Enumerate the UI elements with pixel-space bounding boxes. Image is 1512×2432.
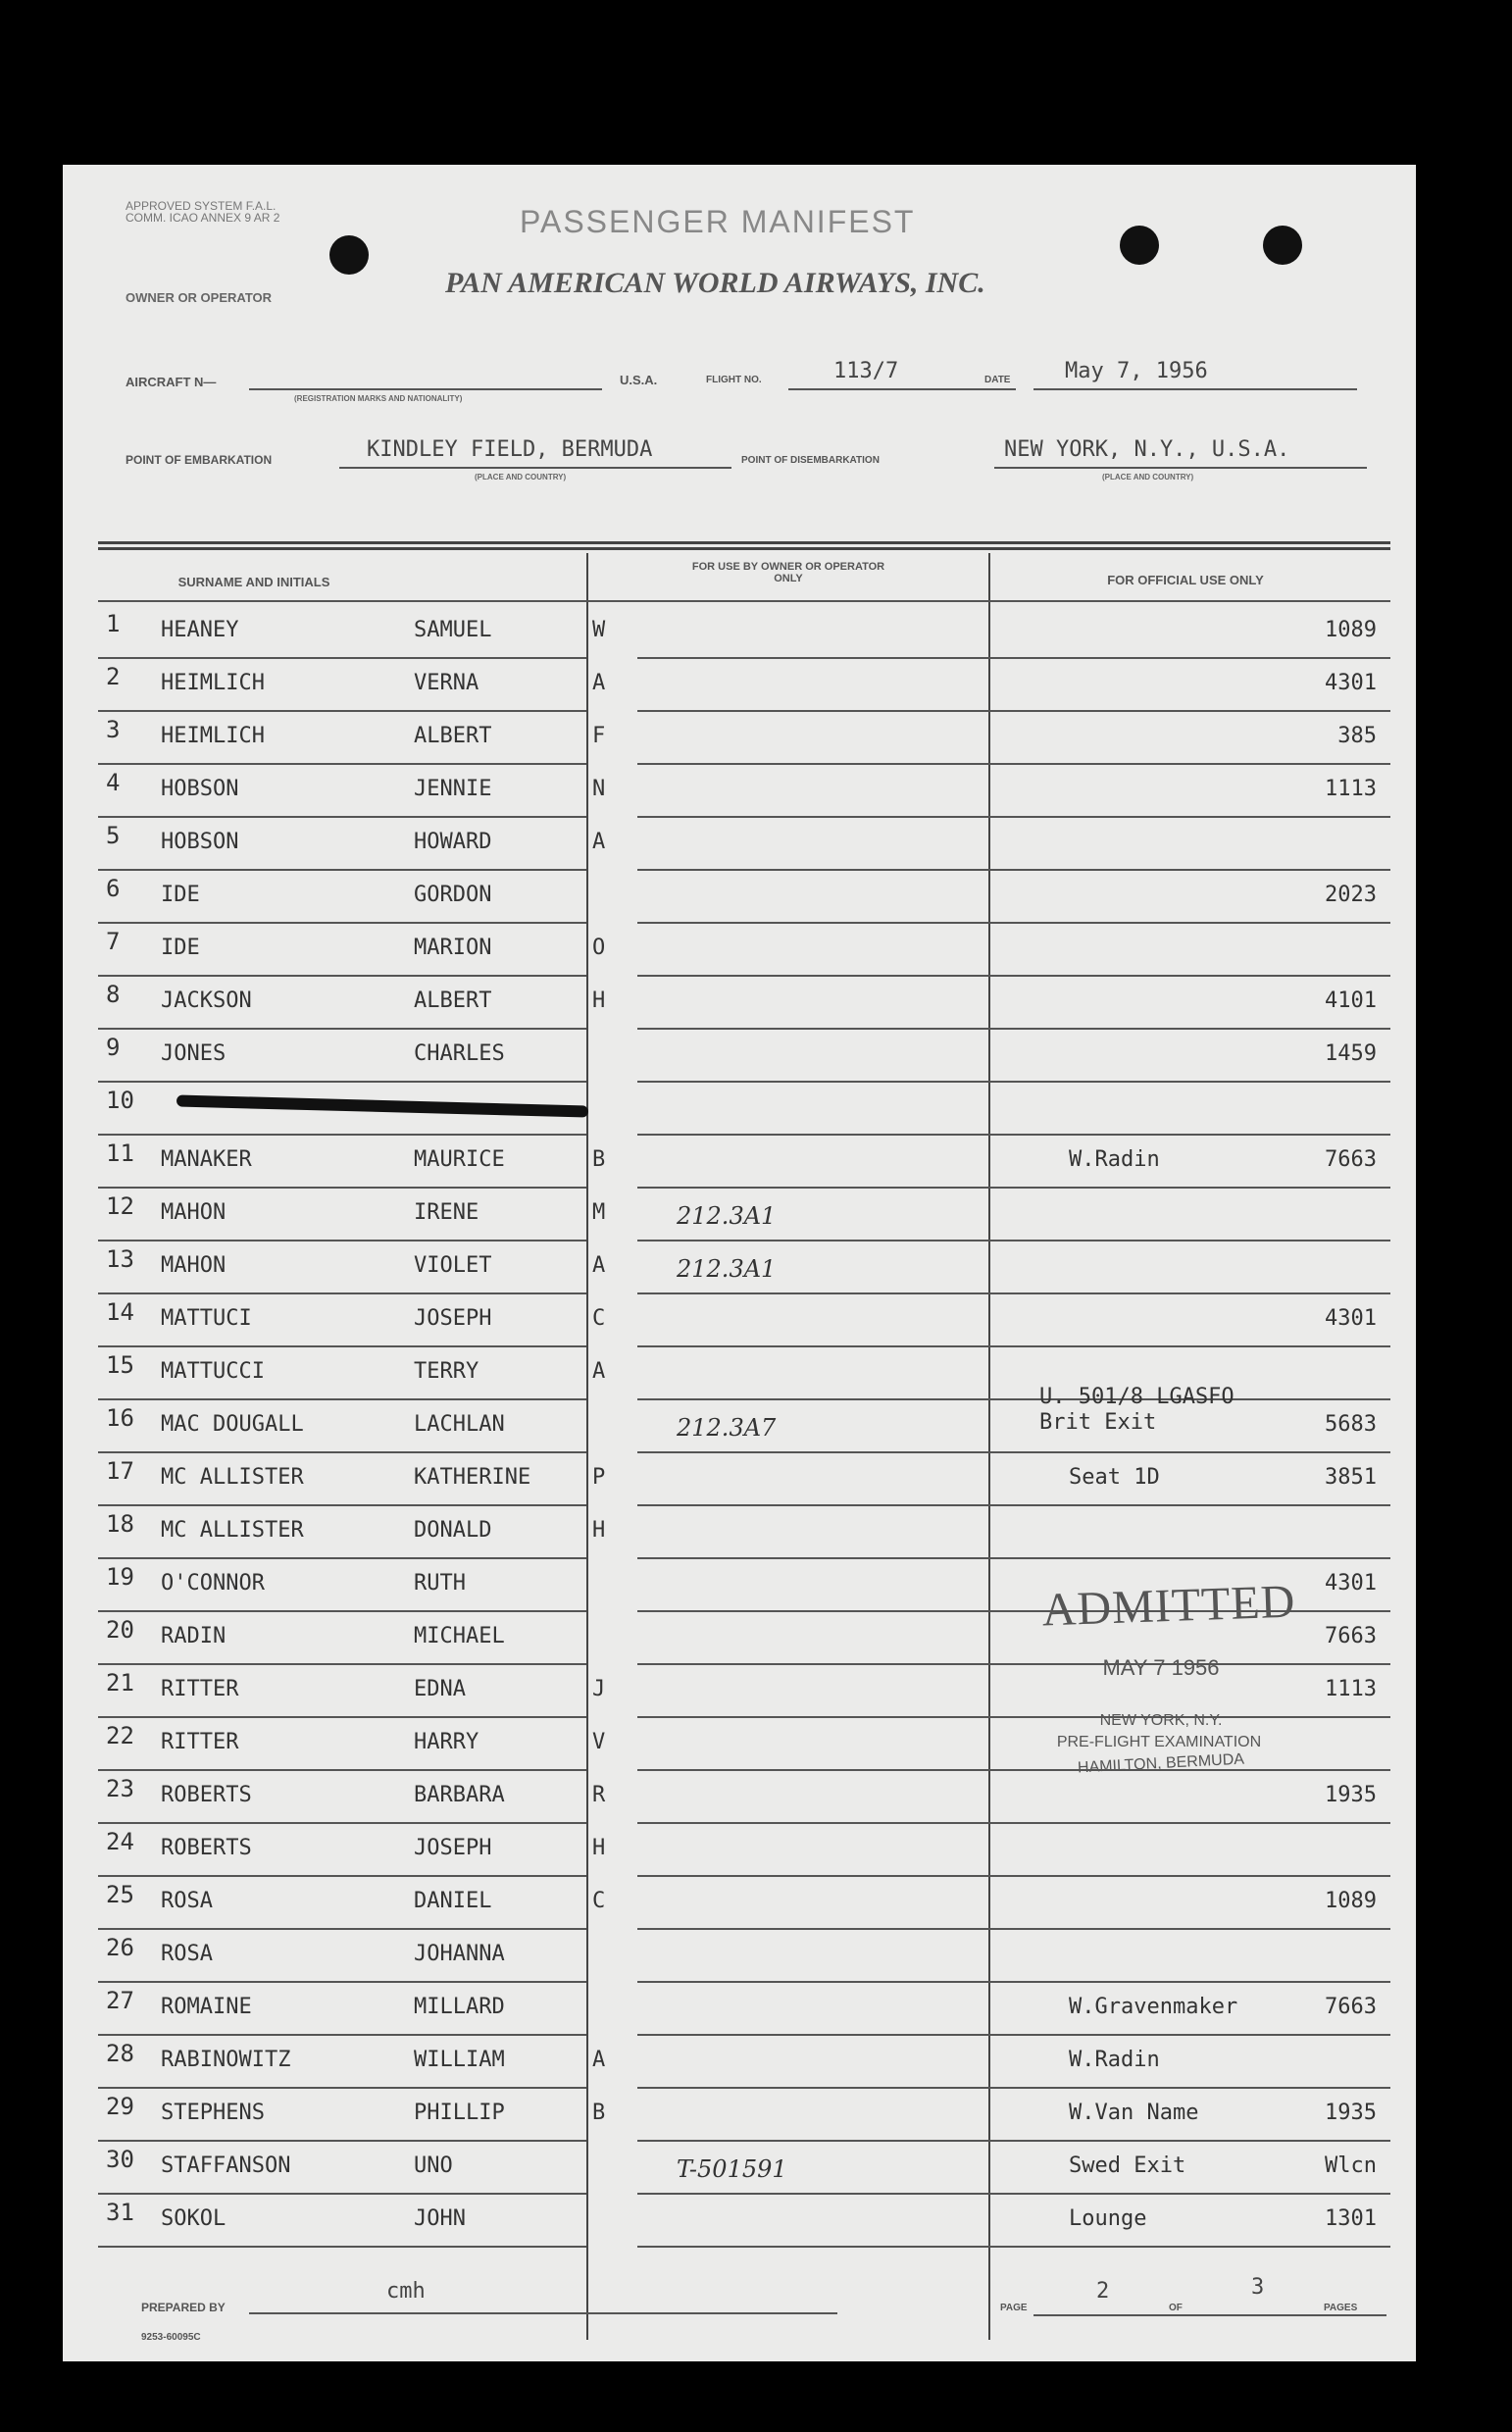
given-name-cell: SAMUEL bbox=[414, 618, 492, 642]
given-name-cell: MARION bbox=[414, 936, 492, 960]
table-row bbox=[98, 1824, 1390, 1877]
official-code-cell: 1089 bbox=[1325, 1889, 1377, 1913]
official-note-cell: W.Gravenmaker bbox=[1069, 1995, 1238, 2019]
official-note-cell: W.Radin bbox=[1069, 1147, 1160, 1172]
surname-cell: SOKOL bbox=[161, 2206, 227, 2231]
disembark-label: POINT OF DISEMBARKATION bbox=[741, 455, 880, 466]
initial-cell: V bbox=[592, 1730, 606, 1754]
given-name-cell: EDNA bbox=[414, 1677, 466, 1701]
surname-cell: JACKSON bbox=[161, 988, 252, 1013]
initial-cell: A bbox=[592, 671, 606, 695]
disembark-point: NEW YORK, N.Y., U.S.A. bbox=[1004, 437, 1290, 462]
given-name-cell: JENNIE bbox=[414, 777, 492, 801]
initial-cell: R bbox=[592, 1783, 606, 1807]
given-name-cell: PHILLIP bbox=[414, 2101, 505, 2125]
row-number: 19 bbox=[106, 1563, 134, 1591]
embark-sub: (PLACE AND COUNTRY) bbox=[475, 473, 567, 481]
official-code-cell: 1935 bbox=[1325, 1783, 1377, 1807]
flight-line bbox=[788, 388, 1016, 390]
given-name-cell: IRENE bbox=[414, 1200, 479, 1225]
row-number: 12 bbox=[106, 1192, 134, 1220]
table-top-rule bbox=[98, 547, 1390, 550]
row-number: 16 bbox=[106, 1404, 134, 1432]
table-row bbox=[98, 1983, 1390, 2036]
table-row bbox=[98, 1083, 1390, 1136]
given-name-cell: HARRY bbox=[414, 1730, 479, 1754]
row-number: 8 bbox=[106, 981, 121, 1008]
initial-cell: B bbox=[592, 1147, 606, 1172]
row-number: 28 bbox=[106, 2040, 134, 2067]
punch-hole bbox=[1263, 226, 1302, 265]
official-code-cell: 4301 bbox=[1325, 1306, 1377, 1331]
table-row bbox=[98, 1506, 1390, 1559]
table-row bbox=[98, 1294, 1390, 1347]
row-number: 29 bbox=[106, 2093, 134, 2120]
initial-cell: B bbox=[592, 2101, 606, 2125]
official-note-cell: Swed Exit bbox=[1069, 2153, 1186, 2178]
given-name-cell: CHARLES bbox=[414, 1041, 505, 1066]
approval-note: APPROVED SYSTEM F.A.L. COMM. ICAO ANNEX 9 AR 2 bbox=[126, 199, 280, 225]
table-row bbox=[98, 659, 1390, 712]
initial-cell: A bbox=[592, 2048, 606, 2072]
official-note-cell: W.Radin bbox=[1069, 2048, 1160, 2072]
surname-cell: MAC DOUGALL bbox=[161, 1412, 304, 1437]
row-number: 31 bbox=[106, 2199, 134, 2226]
prepared-label: PREPARED BY bbox=[141, 2301, 226, 2314]
given-name-cell: MILLARD bbox=[414, 1995, 505, 2019]
official-code-cell: 5683 bbox=[1325, 1412, 1377, 1437]
table-row bbox=[98, 1930, 1390, 1983]
surname-cell: HOBSON bbox=[161, 777, 239, 801]
given-name-cell: JOSEPH bbox=[414, 1836, 492, 1860]
initial-cell: F bbox=[592, 724, 606, 748]
col-owner-use: FOR USE BY OWNER OR OPERATOR ONLY bbox=[691, 561, 885, 584]
surname-cell: RITTER bbox=[161, 1730, 239, 1754]
row-number: 5 bbox=[106, 822, 121, 849]
stamp-line3: HAMILTON, BERMUDA bbox=[1077, 1750, 1245, 1777]
row-number: 13 bbox=[106, 1245, 134, 1273]
surname-cell: MATTUCCI bbox=[161, 1359, 265, 1384]
row-number: 26 bbox=[106, 1934, 134, 1961]
table-row bbox=[98, 2036, 1390, 2089]
surname-cell: O'CONNOR bbox=[161, 1571, 265, 1596]
row-number: 23 bbox=[106, 1775, 134, 1802]
row-number: 17 bbox=[106, 1457, 134, 1485]
initial-cell: A bbox=[592, 1359, 606, 1384]
surname-cell: ROSA bbox=[161, 1889, 213, 1913]
owner-label: OWNER OR OPERATOR bbox=[126, 290, 273, 305]
official-code-cell: 1113 bbox=[1325, 777, 1377, 801]
given-name-cell: ALBERT bbox=[414, 724, 492, 748]
surname-cell: HOBSON bbox=[161, 830, 239, 854]
official-note-cell: U. 501/8 LGASFO bbox=[1039, 1385, 1235, 1409]
row-number: 22 bbox=[106, 1722, 134, 1749]
row-number: 25 bbox=[106, 1881, 134, 1908]
flight-label: FLIGHT NO. bbox=[706, 375, 762, 385]
official-code-cell: 1089 bbox=[1325, 618, 1377, 642]
initial-cell: H bbox=[592, 988, 606, 1013]
admitted-stamp: ADMITTED bbox=[1040, 1575, 1297, 1637]
form-number: 9253-60095C bbox=[141, 2332, 201, 2343]
official-code-cell: 4101 bbox=[1325, 988, 1377, 1013]
official-note-cell: Lounge bbox=[1069, 2206, 1147, 2231]
punch-hole bbox=[329, 235, 369, 275]
stamp-line2: PRE-FLIGHT EXAMINATION bbox=[1056, 1734, 1262, 1750]
table-top-rule bbox=[98, 541, 1390, 544]
official-note-cell: Brit Exit bbox=[1039, 1410, 1157, 1435]
embark-line bbox=[339, 467, 731, 469]
given-name-cell: LACHLAN bbox=[414, 1412, 505, 1437]
table-row bbox=[98, 2089, 1390, 2142]
row-rule bbox=[637, 2246, 1390, 2248]
table-row bbox=[98, 1771, 1390, 1824]
page-line bbox=[1033, 2314, 1386, 2316]
given-name-cell: RUTH bbox=[414, 1571, 466, 1596]
given-name-cell: ALBERT bbox=[414, 988, 492, 1013]
row-number: 9 bbox=[106, 1034, 121, 1061]
disembark-sub: (PLACE AND COUNTRY) bbox=[1102, 473, 1194, 481]
col-official-use: FOR OFFICIAL USE ONLY bbox=[1107, 573, 1264, 587]
initial-cell: N bbox=[592, 777, 606, 801]
surname-cell: MANAKER bbox=[161, 1147, 252, 1172]
aircraft-line bbox=[249, 388, 602, 390]
surname-cell: ROBERTS bbox=[161, 1783, 252, 1807]
initial-cell: C bbox=[592, 1889, 606, 1913]
surname-cell: IDE bbox=[161, 883, 200, 907]
official-code-cell: 1935 bbox=[1325, 2101, 1377, 2125]
owner-use-cell: 212.3A7 bbox=[677, 1414, 777, 1442]
surname-cell: HEIMLICH bbox=[161, 671, 265, 695]
prepared-line bbox=[249, 2312, 837, 2314]
official-code-cell: 3851 bbox=[1325, 1465, 1377, 1490]
surname-cell: HEIMLICH bbox=[161, 724, 265, 748]
surname-cell: STAFFANSON bbox=[161, 2153, 291, 2178]
given-name-cell: VERNA bbox=[414, 671, 479, 695]
row-number: 20 bbox=[106, 1616, 134, 1644]
surname-cell: MAHON bbox=[161, 1253, 227, 1278]
surname-cell: MC ALLISTER bbox=[161, 1518, 304, 1543]
embark-point: KINDLEY FIELD, BERMUDA bbox=[367, 437, 653, 462]
table-row bbox=[98, 818, 1390, 871]
row-rule bbox=[98, 2246, 586, 2248]
surname-cell: HEANEY bbox=[161, 618, 239, 642]
official-code-cell: 7663 bbox=[1325, 1995, 1377, 2019]
owner-use-cell: 212.3A1 bbox=[677, 1202, 777, 1230]
official-code-cell: 2023 bbox=[1325, 883, 1377, 907]
date-label: DATE bbox=[984, 375, 1011, 385]
given-name-cell: UNO bbox=[414, 2153, 453, 2178]
official-note-cell: W.Van Name bbox=[1069, 2101, 1199, 2125]
disembark-line bbox=[994, 467, 1367, 469]
table-row bbox=[98, 1189, 1390, 1241]
initial-cell: M bbox=[592, 1200, 606, 1225]
prepared-by: cmh bbox=[386, 2279, 426, 2304]
header-rule bbox=[98, 600, 1390, 602]
initial-cell: W bbox=[592, 618, 606, 642]
table-row bbox=[98, 1136, 1390, 1189]
surname-cell: STEPHENS bbox=[161, 2101, 265, 2125]
given-name-cell: DONALD bbox=[414, 1518, 492, 1543]
initial-cell: H bbox=[592, 1518, 606, 1543]
surname-cell: MC ALLISTER bbox=[161, 1465, 304, 1490]
row-number: 27 bbox=[106, 1987, 134, 2014]
official-note-cell: Seat 1D bbox=[1069, 1465, 1160, 1490]
row-number: 6 bbox=[106, 875, 121, 902]
row-number: 2 bbox=[106, 663, 121, 690]
owner-use-cell: T-501591 bbox=[677, 2155, 787, 2183]
redaction-mark bbox=[176, 1095, 588, 1118]
table-row bbox=[98, 2142, 1390, 2195]
given-name-cell: BARBARA bbox=[414, 1783, 505, 1807]
punch-hole bbox=[1120, 226, 1159, 265]
official-code-cell: 1459 bbox=[1325, 1041, 1377, 1066]
table-row bbox=[98, 1241, 1390, 1294]
official-code-cell: 7663 bbox=[1325, 1147, 1377, 1172]
official-code-cell: Wlcn bbox=[1325, 2153, 1377, 2178]
flight-number: 113/7 bbox=[833, 359, 899, 383]
pages-label: PAGES bbox=[1324, 2303, 1358, 2313]
surname-cell: ROSA bbox=[161, 1942, 213, 1966]
table-row bbox=[98, 924, 1390, 977]
surname-cell: RITTER bbox=[161, 1677, 239, 1701]
official-code-cell: 1113 bbox=[1325, 1677, 1377, 1701]
row-number: 24 bbox=[106, 1828, 134, 1855]
surname-cell: RADIN bbox=[161, 1624, 227, 1648]
row-number: 18 bbox=[106, 1510, 134, 1538]
table-row bbox=[98, 765, 1390, 818]
given-name-cell: MAURICE bbox=[414, 1147, 505, 1172]
given-name-cell: HOWARD bbox=[414, 830, 492, 854]
surname-cell: ROBERTS bbox=[161, 1836, 252, 1860]
table-row bbox=[98, 1385, 1390, 1453]
row-number: 7 bbox=[106, 928, 121, 955]
official-code-cell: 4301 bbox=[1325, 1571, 1377, 1596]
row-number: 3 bbox=[106, 716, 121, 743]
manifest-sheet bbox=[63, 165, 1416, 2361]
row-number: 1 bbox=[106, 610, 121, 637]
row-number: 11 bbox=[106, 1140, 134, 1167]
given-name-cell: JOHN bbox=[414, 2206, 466, 2231]
official-code-cell: 4301 bbox=[1325, 671, 1377, 695]
surname-cell: ROMAINE bbox=[161, 1995, 252, 2019]
of-label: OF bbox=[1169, 2303, 1183, 2313]
initial-cell: O bbox=[592, 936, 606, 960]
initial-cell: H bbox=[592, 1836, 606, 1860]
embark-label: POINT OF EMBARKATION bbox=[126, 453, 273, 467]
page-title: PASSENGER MANIFEST bbox=[520, 204, 916, 239]
date-line bbox=[1033, 388, 1357, 390]
official-code-cell: 385 bbox=[1337, 724, 1377, 748]
table-row bbox=[98, 977, 1390, 1030]
table-row bbox=[98, 1453, 1390, 1506]
table-row bbox=[98, 712, 1390, 765]
given-name-cell: VIOLET bbox=[414, 1253, 492, 1278]
surname-cell: RABINOWITZ bbox=[161, 2048, 291, 2072]
row-number: 15 bbox=[106, 1351, 134, 1379]
given-name-cell: JOSEPH bbox=[414, 1306, 492, 1331]
page-number: 2 bbox=[1096, 2279, 1110, 2304]
surname-cell: MAHON bbox=[161, 1200, 227, 1225]
given-name-cell: GORDON bbox=[414, 883, 492, 907]
initial-cell: P bbox=[592, 1465, 606, 1490]
col-surname: SURNAME AND INITIALS bbox=[177, 575, 330, 589]
table-row bbox=[98, 606, 1390, 659]
page-total: 3 bbox=[1251, 2275, 1265, 2300]
table-row bbox=[98, 1030, 1390, 1083]
given-name-cell: DANIEL bbox=[414, 1889, 492, 1913]
table-row bbox=[98, 1877, 1390, 1930]
page-label: PAGE bbox=[1000, 2303, 1028, 2313]
usa-label: U.S.A. bbox=[620, 373, 658, 387]
table-row bbox=[98, 871, 1390, 924]
official-code-cell: 1301 bbox=[1325, 2206, 1377, 2231]
flight-date: May 7, 1956 bbox=[1065, 359, 1208, 383]
owner-use-cell: 212.3A1 bbox=[677, 1255, 777, 1283]
given-name-cell: WILLIAM bbox=[414, 2048, 505, 2072]
given-name-cell: TERRY bbox=[414, 1359, 479, 1384]
surname-cell: IDE bbox=[161, 936, 200, 960]
row-number: 14 bbox=[106, 1298, 134, 1326]
stamp-date: MAY 7 1956 bbox=[1102, 1655, 1220, 1680]
given-name-cell: KATHERINE bbox=[414, 1465, 531, 1490]
initial-cell: C bbox=[592, 1306, 606, 1331]
row-number: 10 bbox=[106, 1087, 134, 1114]
stamp-line1: NEW YORK, N.Y. bbox=[1099, 1712, 1223, 1729]
aircraft-label: AIRCRAFT N— bbox=[126, 375, 217, 389]
initial-cell: A bbox=[592, 830, 606, 854]
row-number: 4 bbox=[106, 769, 121, 796]
initial-cell: A bbox=[592, 1253, 606, 1278]
given-name-cell: MICHAEL bbox=[414, 1624, 505, 1648]
row-number: 21 bbox=[106, 1669, 134, 1697]
table-row bbox=[98, 2195, 1390, 2248]
surname-cell: MATTUCI bbox=[161, 1306, 252, 1331]
registration-sub: (REGISTRATION MARKS AND NATIONALITY) bbox=[294, 394, 463, 403]
surname-cell: JONES bbox=[161, 1041, 227, 1066]
given-name-cell: JOHANNA bbox=[414, 1942, 505, 1966]
initial-cell: J bbox=[592, 1677, 606, 1701]
row-number: 30 bbox=[106, 2146, 134, 2173]
operator-name: PAN AMERICAN WORLD AIRWAYS, INC. bbox=[445, 267, 985, 299]
official-code-cell: 7663 bbox=[1325, 1624, 1377, 1648]
